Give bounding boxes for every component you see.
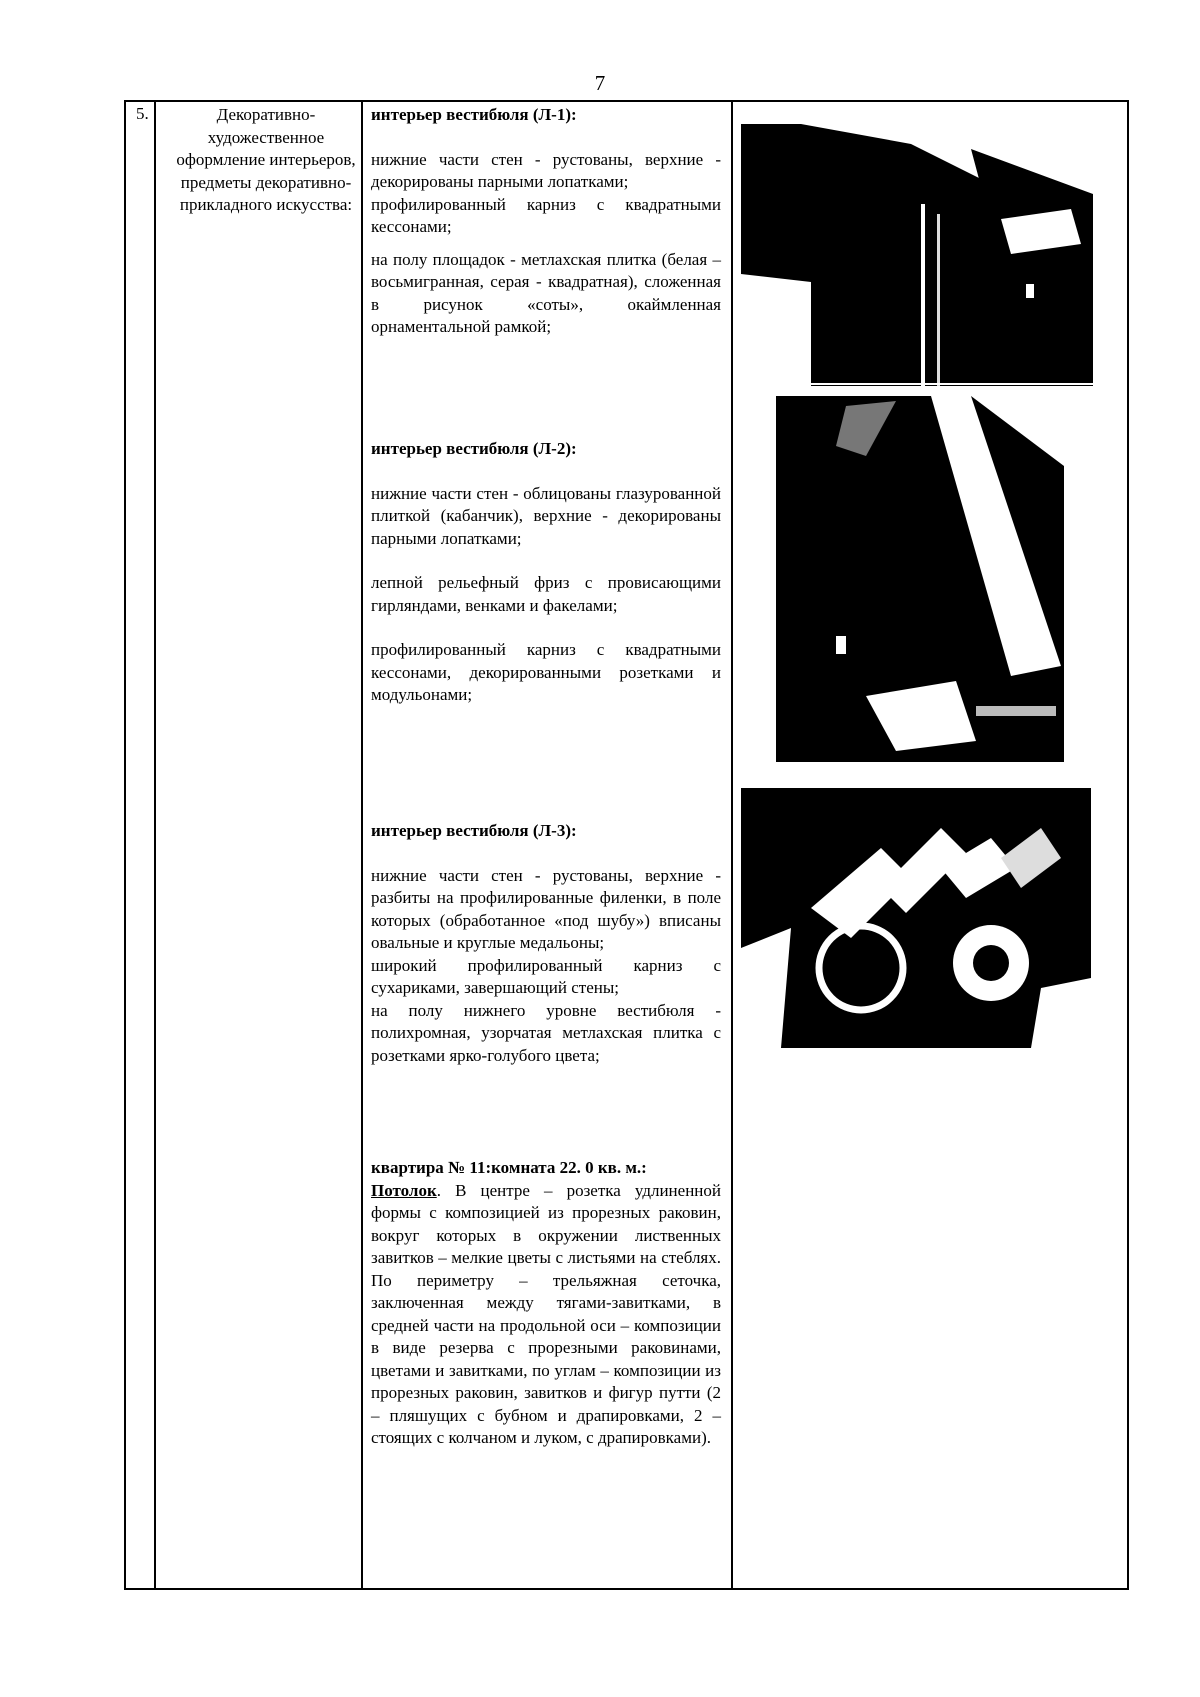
paragraph: профилированный карниз с квадратными кессонами, декорированными розетками и модульонами; [371, 640, 721, 704]
column-divider [731, 102, 733, 1588]
section-apartment [371, 1157, 721, 1450]
photo-vestibule-l2 [776, 396, 1064, 762]
paragraph: широкий профилированный карниз с сухариками, завершающий стены; [371, 955, 721, 997]
section-heading: интерьер вестибюля (Л-1): [371, 105, 577, 124]
row-number: 5. [136, 104, 149, 123]
ceiling-text: . В центре – розетка удлиненной формы с композицией из прорезных раковин, вокруг которых в окружении лиственных завитков – мелкие цветы с листьями на стеблях. По периметру – трельяжная сеточка, заключенная между тягами-завитками, в средней части на продольной оси – композиции в виде резерва с прорезными раковинами, цветами и завитками, по углам – композиции из прорезных раковин, завитков и фигур путти (2 – пляшущих с бубном и драпировками, 2 – стоящих с колчаном и луком, с драпировками). [371, 1180, 721, 1447]
section-heading: интерьер вестибюля (Л-3): [371, 821, 577, 840]
paragraph: профилированный карниз с квадратными кессонами; [371, 194, 721, 236]
paragraph: нижние части стен - рустованы, верхние - декорированы парными лопатками; [371, 149, 721, 191]
monument-table [124, 100, 1129, 1590]
row-category: Декоративно-художественное оформление интерьеров, предметы декоративно-прикладного искусства: [176, 105, 356, 214]
section-l2 [371, 438, 721, 707]
section-l3 [371, 820, 721, 1067]
page-number: 7 [594, 71, 606, 95]
paragraph: нижние части стен - рустованы, верхние - разбиты на профилированные филенки, в поле которых (обработанное «под шубу») вписаны овальные и круглые медальоны; [371, 865, 721, 952]
section-l1 [371, 104, 721, 339]
photo-vestibule-l1 [741, 124, 1093, 386]
column-divider [361, 102, 363, 1588]
paragraph: на полу нижнего уровне вестибюля - полихромная, узорчатая метлахская плитка с розетками ярко-голубого цвета; [371, 1000, 721, 1065]
paragraph: лепной рельефный фриз с провисающими гирляндами, венками и факелами; [371, 573, 721, 615]
section-heading: интерьер вестибюля (Л-2): [371, 439, 577, 458]
paragraph [371, 1180, 721, 1450]
section-heading: квартира № 11:комната 22. 0 кв. м.: [371, 1158, 647, 1177]
ceiling-label: Потолок [371, 1180, 437, 1200]
paragraph: нижние части стен - облицованы глазурованной плиткой (кабанчик), верхние - декорированы парными лопатками; [371, 483, 721, 548]
photo-vestibule-l3 [741, 788, 1091, 1048]
paragraph: на полу площадок - метлахская плитка (белая – восьмигранная, серая - квадратная), сложенная в рисунок «соты», окаймленная орнаментальной рамкой; [371, 249, 721, 336]
column-divider [154, 102, 156, 1588]
